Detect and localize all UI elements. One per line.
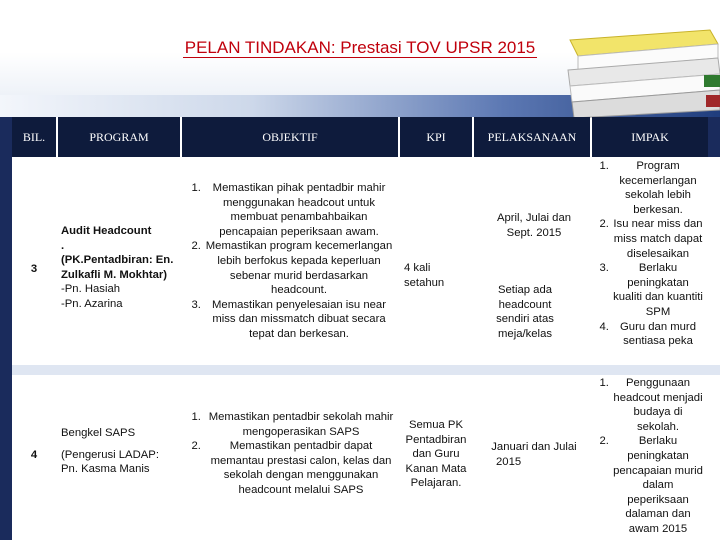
header-bil: BIL. bbox=[12, 117, 56, 157]
pelaksanaan-text: April, Julai dan Sept. 2015 bbox=[496, 212, 572, 239]
objektif-list: 1. Memastikan pentadbir sekolah mahir mengoperasikan SAPS 2. Memastikan pentadbir dapat memantau prestasi calon, kelas dan sekolah dengan menggunakan headcount melalui SAPS bbox=[184, 410, 398, 498]
header-objektif: OBJEKTIF bbox=[182, 117, 398, 157]
objektif-list: 1. Memastikan pihak pentadbir mahir menggunakan headcout untuk membuat penambahbaikan pencapaian peperiksaan awam. 2. Memastikan program kecemerlangan lebih berfokus kepada keperluan sebenar murid berdasarkan headcount. 3. Memastikan penyelesaian isu near miss dan missmatch dibuat secara tepat dan berkesan. bbox=[184, 181, 394, 342]
program-text: Bengkel SAPS (Pengerusi LADAP: Pn. Kasma Manis bbox=[61, 427, 159, 476]
row-number: 3 bbox=[30, 263, 38, 275]
impak-list: 1. Penggunaan headcout menjadi budaya di sekolah. 2. Berlaku peningkatan pencapaian murid dalam peperiksaan dalaman dan awam 2015 bbox=[592, 376, 704, 537]
table-right-edge bbox=[708, 117, 720, 157]
row-divider bbox=[12, 365, 720, 375]
header-pelaksanaan: PELAKSANAAN bbox=[474, 117, 590, 157]
pelaksanaan-text: Setiap ada headcount sendiri atas meja/kelas bbox=[496, 284, 554, 340]
program-text: Audit Headcount . (PK.Pentadbiran: En. Zulkafli M. Mokhtar) -Pn. Hasiah -Pn. Azarina bbox=[61, 225, 174, 310]
impak-list: 1. Program kecemerlangan sekolah lebih berkesan. 2. Isu near miss dan miss match dapat diselesaikan 3. Berlaku peningkatan kualiti dan kuantiti SPM 4. Guru dan murd sentiasa peka bbox=[592, 159, 704, 349]
row-number: 4 bbox=[30, 449, 38, 461]
header-program: PROGRAM bbox=[58, 117, 180, 157]
kpi-text: 4 kali setahun bbox=[404, 262, 445, 289]
page-title: PELAN TINDAKAN: Prestasi TOV UPSR 2015 bbox=[184, 38, 536, 57]
kpi-text: Semua PK Pentadbiran dan Guru Kanan Mata Pelajaran. bbox=[405, 419, 467, 490]
books-icon bbox=[560, 0, 720, 118]
header-impak: IMPAK bbox=[592, 117, 708, 157]
pelaksanaan-text: Januari dan Julai 2015 bbox=[491, 441, 577, 468]
table-bil-column bbox=[0, 117, 12, 540]
header-kpi: KPI bbox=[400, 117, 472, 157]
